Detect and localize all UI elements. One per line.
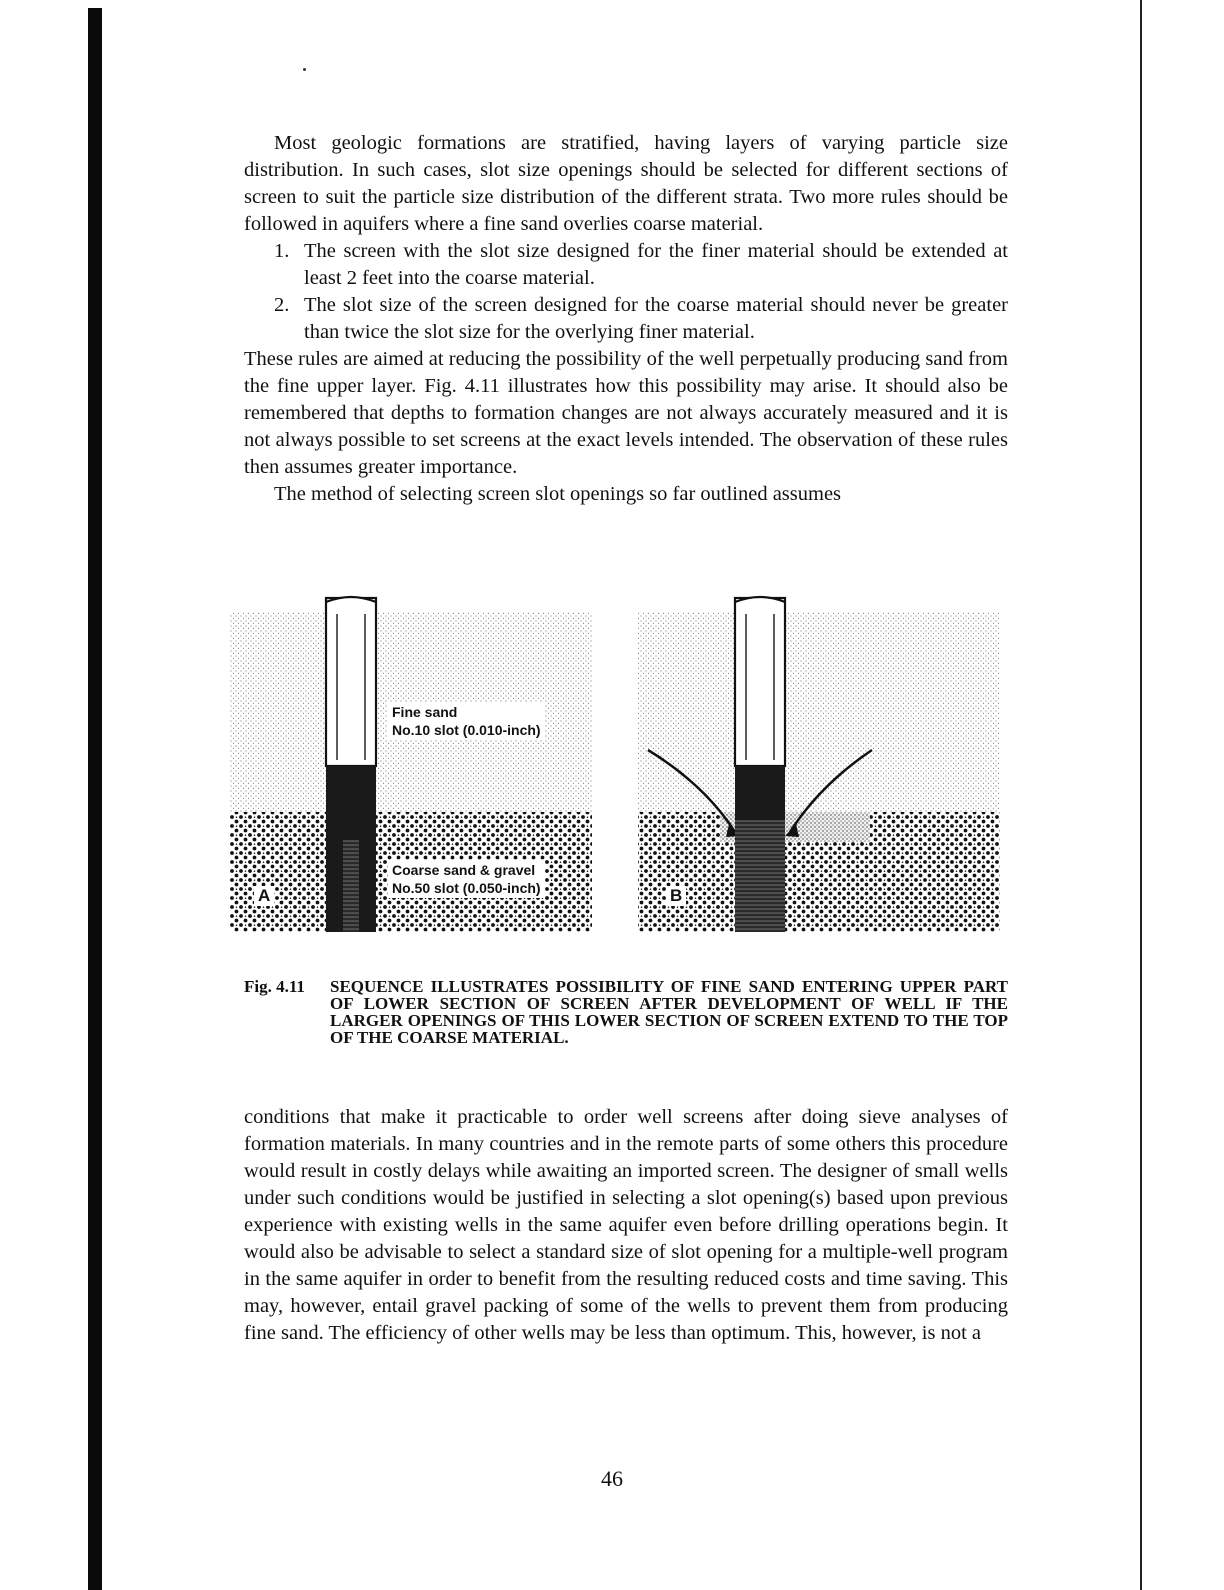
- figure-4-11: [230, 590, 1005, 938]
- paragraph-1: Most geologic formations are stratified, having layers of varying particle size distribution. In such cases, slot size openings should be selected for different sections of screen to suit the particle size distribution of the different strata. Two more rules should be followed in aquifers where a fine sand overlies coarse material.: [244, 132, 1008, 235]
- paragraph-4: conditions that make it practicable to order well screens after doing sieve analyses of formation materials. In many countries and in the remote parts of some others this procedure would result in costly delays while awaiting an imported screen. The designer of small wells under such conditions would be justified in selecting a slot opening(s) based upon previous experience with existing wells in the same aquifer even before drilling operations begin. It would also be advisable to select a standard size of slot opening for a multiple-well program in the same aquifer in order to benefit from the resulting reduced costs and time saving. This may, however, entail gravel packing of some of the wells to prevent them from producing fine sand. The efficiency of other wells may be less than optimum. This, however, is not a: [244, 1106, 1008, 1344]
- scan-speck: [303, 68, 306, 71]
- rule-text: The screen with the slot size designed for the finer material should be extended at least 2 feet into the coarse material.: [304, 240, 1008, 289]
- rule-number: 1.: [274, 240, 290, 262]
- text-block-top: [244, 130, 1008, 508]
- coarse-sand-label-line-1: Coarse sand & gravel: [392, 862, 536, 878]
- rule-item: [244, 292, 1008, 346]
- rules-list: [244, 238, 1008, 346]
- rule-text: The slot size of the screen designed for the coarse material should never be greater than twice the slot size for the overlying finer material.: [304, 294, 1008, 343]
- text-block-bottom: [244, 1104, 1008, 1347]
- scan-edge-right: [1140, 0, 1142, 1590]
- rule-item: [244, 238, 1008, 292]
- fine-sand-label-line-2: No.10 slot (0.010-inch): [392, 722, 541, 738]
- panel-a-letter: A: [254, 886, 274, 906]
- figure-caption: [244, 978, 1008, 1046]
- page-number: 46: [601, 1466, 623, 1491]
- coarse-sand-label-line-2: No.50 slot (0.050-inch): [392, 880, 541, 896]
- fine-sand-label-line-1: Fine sand: [392, 704, 458, 720]
- paragraph-2: These rules are aimed at reducing the possibility of the well perpetually producing sand from the fine upper layer. Fig. 4.11 illustrates how this possibility may arise. It should also be remembered that depths to formation changes are not always accurately measured and it is not always possible to set screens at the exact levels intended. The observation of these rules then assumes greater importance.: [244, 348, 1008, 478]
- panel-b-letter: B: [666, 886, 686, 906]
- caption-text: SEQUENCE ILLUSTRATES POSSIBILITY OF FINE SAND ENTERING UPPER PART OF LOWER SECTION OF SCREEN AFTER DEVELOPMENT OF WELL IF THE LARGER OPENINGS OF THIS LOWER SECTION OF SCREEN EXTEND TO THE TOP OF THE COARSE MATERIAL.: [330, 977, 1008, 1047]
- scan-edge-left: [88, 8, 102, 1590]
- fine-sand-label: [388, 702, 545, 740]
- figure-illustration: [230, 590, 1005, 938]
- panel-b: [638, 597, 1000, 932]
- paragraph-3: The method of selecting screen slot openings so far outlined assumes: [274, 483, 842, 505]
- rule-number: 2.: [274, 294, 290, 316]
- caption-number: Fig. 4.11: [244, 977, 305, 996]
- coarse-sand-label: [388, 860, 545, 898]
